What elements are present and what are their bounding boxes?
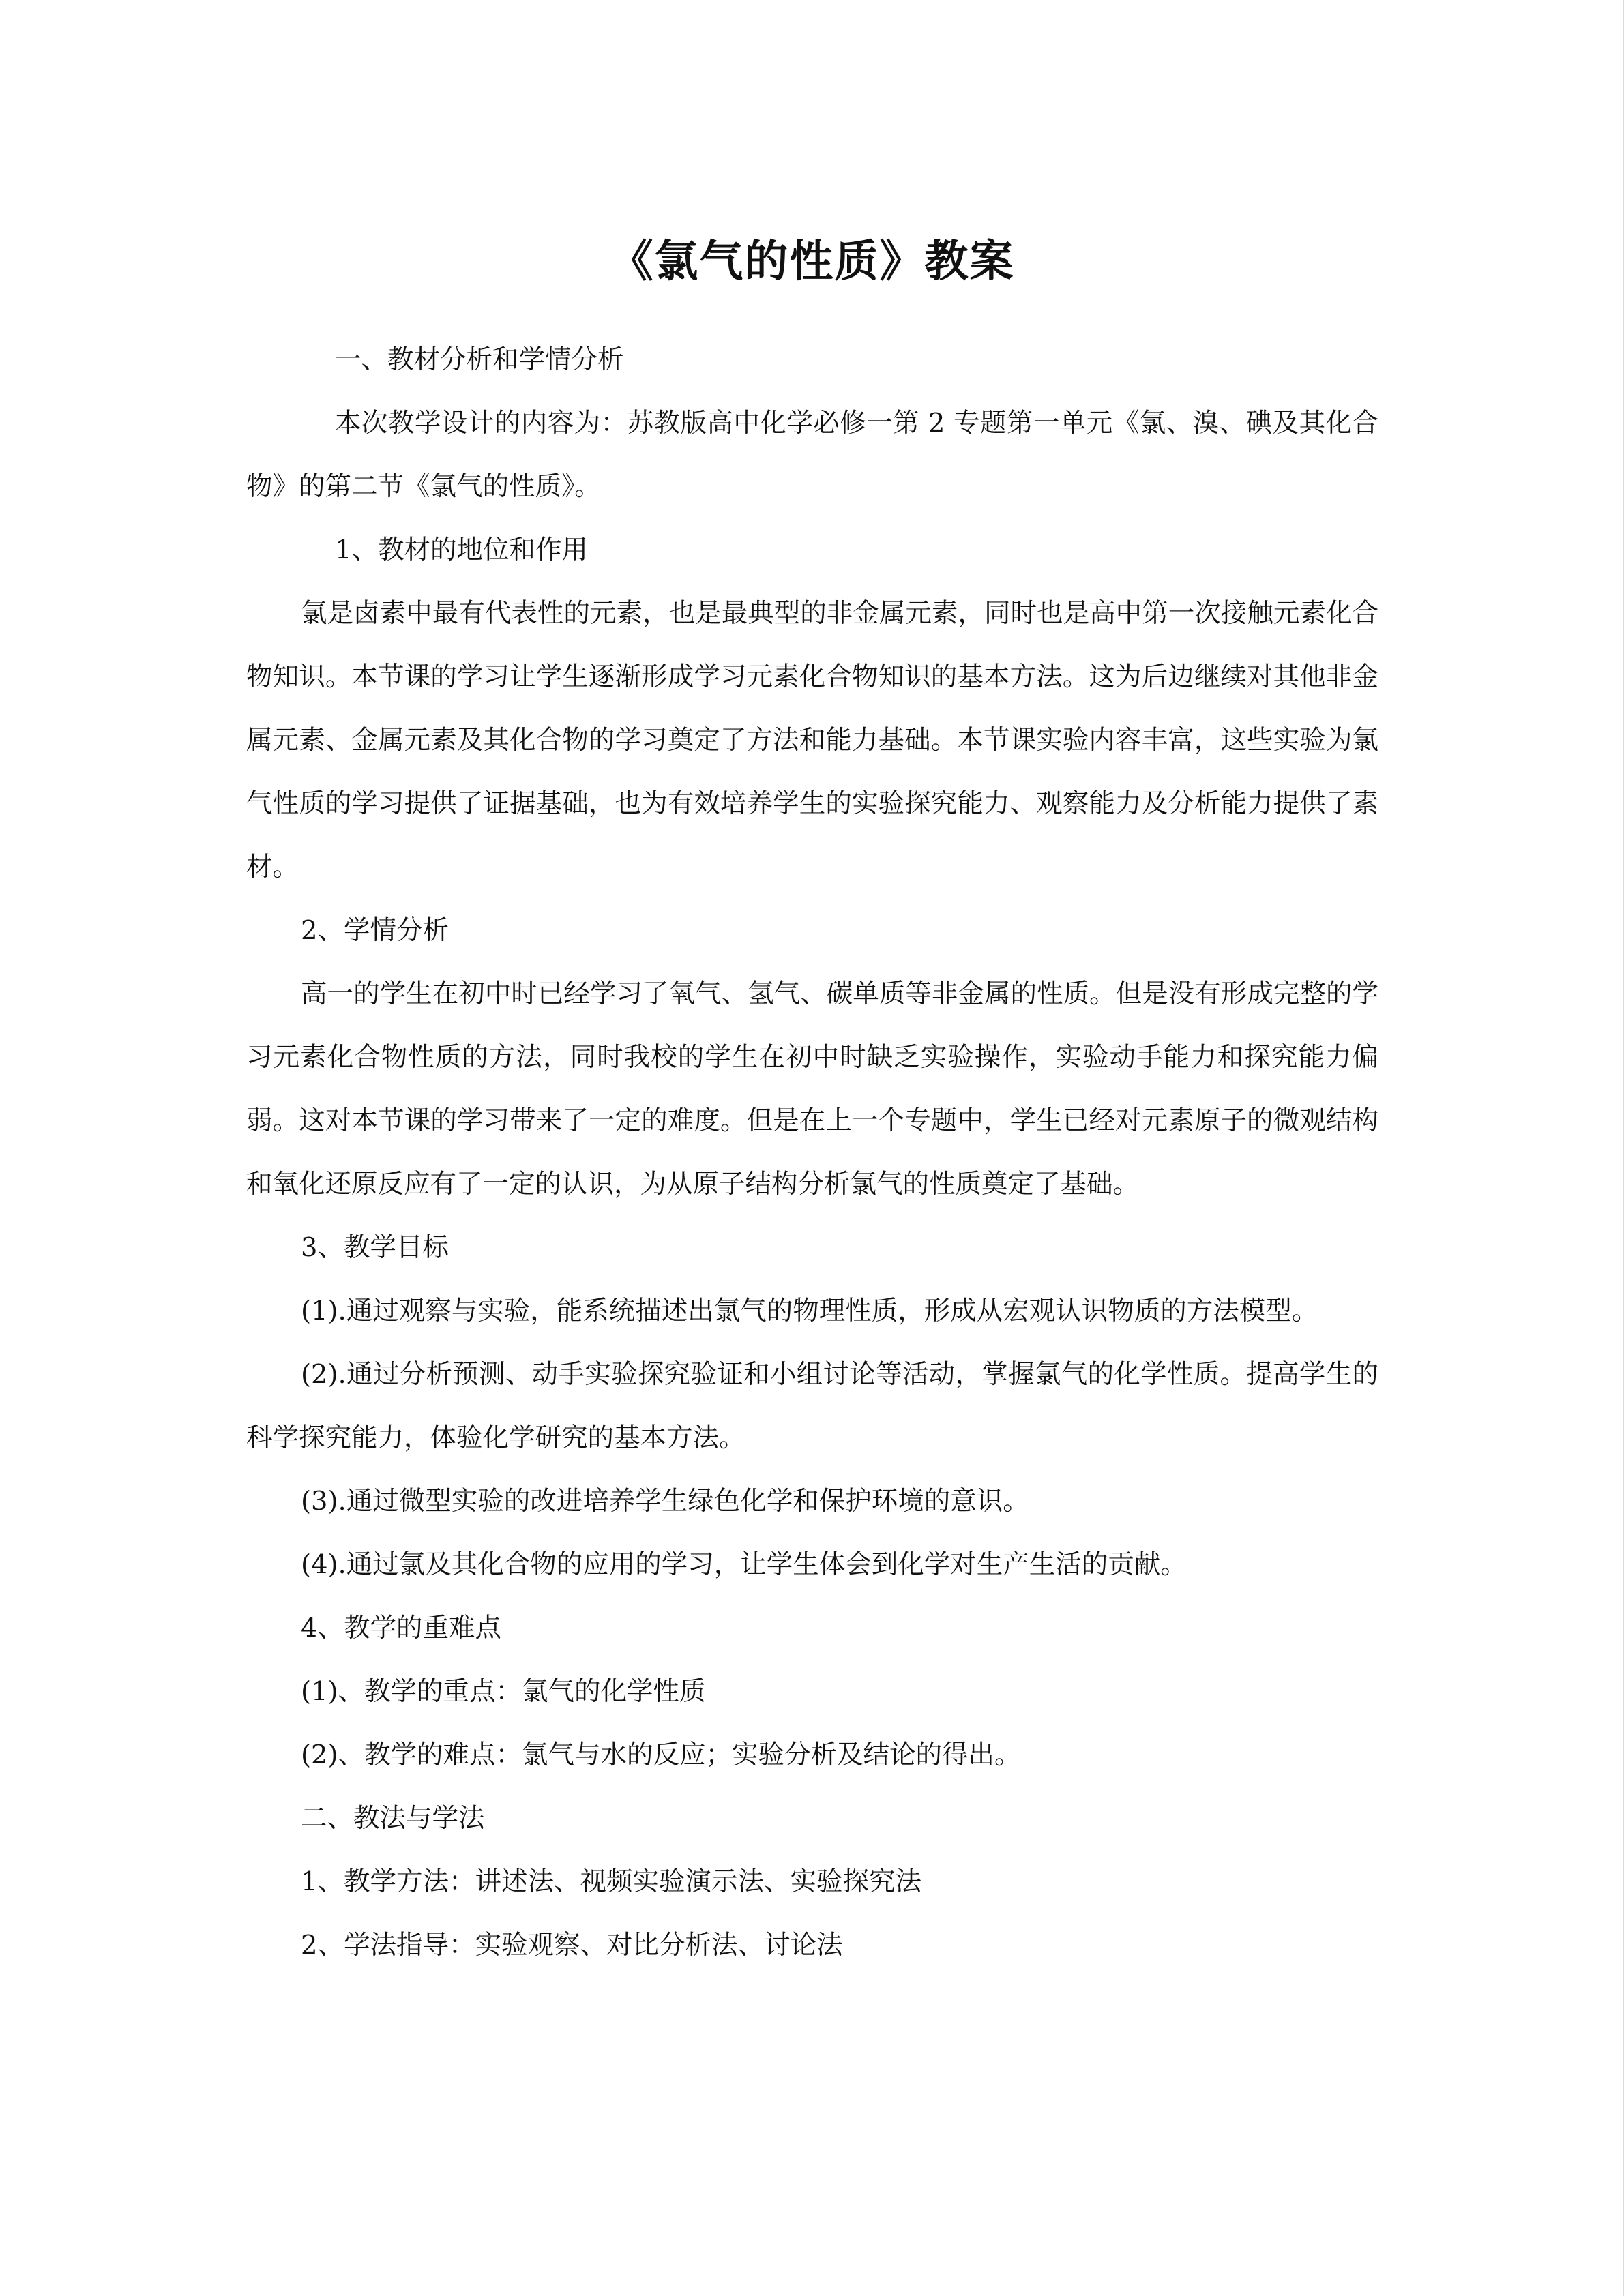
key-point-1: (1)、教学的重点：氯气的化学性质 xyxy=(301,1676,706,1707)
subheading-teaching-goals: 3、教学目标 xyxy=(301,1232,449,1263)
subheading-key-points: 4、教学的重难点 xyxy=(301,1613,501,1643)
subheading-student-analysis: 2、学情分析 xyxy=(301,915,449,946)
key-point-2: (2)、教学的难点：氯气与水的反应；实验分析及结论的得出。 xyxy=(301,1740,1021,1770)
goal-item-4: (4).通过氯及其化合物的应用的学习，让学生体会到化学对生产生活的贡献。 xyxy=(301,1549,1187,1580)
textbook-role-paragraph: 氯是卤素中最有代表性的元素，也是最典型的非金属元素，同时也是高中第一次接触元素化合物知识。本节课的学习让学生逐渐形成学习元素化合物知识的基本方法。这为后边继续对其他非金属元素、金属元素及其化合物的学习奠定了方法和能力基础。本节课实验内容丰富，这些实验为氯气性质的学习提供了证据基础，也为有效培养学生的实验探究能力、观察能力及分析能力提供了素材。 xyxy=(246,598,1378,882)
subheading-textbook-role: 1、教材的地位和作用 xyxy=(335,535,588,565)
method-item-1: 1、教学方法：讲述法、视频实验演示法、实验探究法 xyxy=(301,1866,921,1897)
method-item-2: 2、学法指导：实验观察、对比分析法、讨论法 xyxy=(301,1930,843,1960)
goal-item-2: (2).通过分析预测、动手实验探究验证和小组讨论等活动，掌握氯气的化学性质。提高学生的科学探究能力，体验化学研究的基本方法。 xyxy=(246,1359,1378,1453)
section-heading-2: 二、教法与学法 xyxy=(301,1803,485,1834)
document-title: 《氯气的性质》教案 xyxy=(609,236,1015,287)
section-heading-1: 一、教材分析和学情分析 xyxy=(335,344,624,375)
document-body xyxy=(246,328,1378,1977)
intro-paragraph: 本次教学设计的内容为：苏教版高中化学必修一第 2 专题第一单元《氯、溴、碘及其化合物》的第二节《氯气的性质》。 xyxy=(246,408,1378,502)
student-analysis-paragraph: 高一的学生在初中时已经学习了氧气、氢气、碳单质等非金属的性质。但是没有形成完整的学习元素化合物性质的方法，同时我校的学生在初中时缺乏实验操作，实验动手能力和探究能力偏弱。这对本节课的学习带来了一定的难度。但是在上一个专题中，学生已经对元素原子的微观结构和氧化还原反应有了一定的认识，为从原子结构分析氯气的性质奠定了基础。 xyxy=(246,979,1378,1199)
goal-item-3: (3).通过微型实验的改进培养学生绿色化学和保护环境的意识。 xyxy=(301,1486,1029,1517)
goal-item-1: (1).通过观察与实验，能系统描述出氯气的物理性质，形成从宏观认识物质的方法模型。 xyxy=(301,1296,1318,1326)
